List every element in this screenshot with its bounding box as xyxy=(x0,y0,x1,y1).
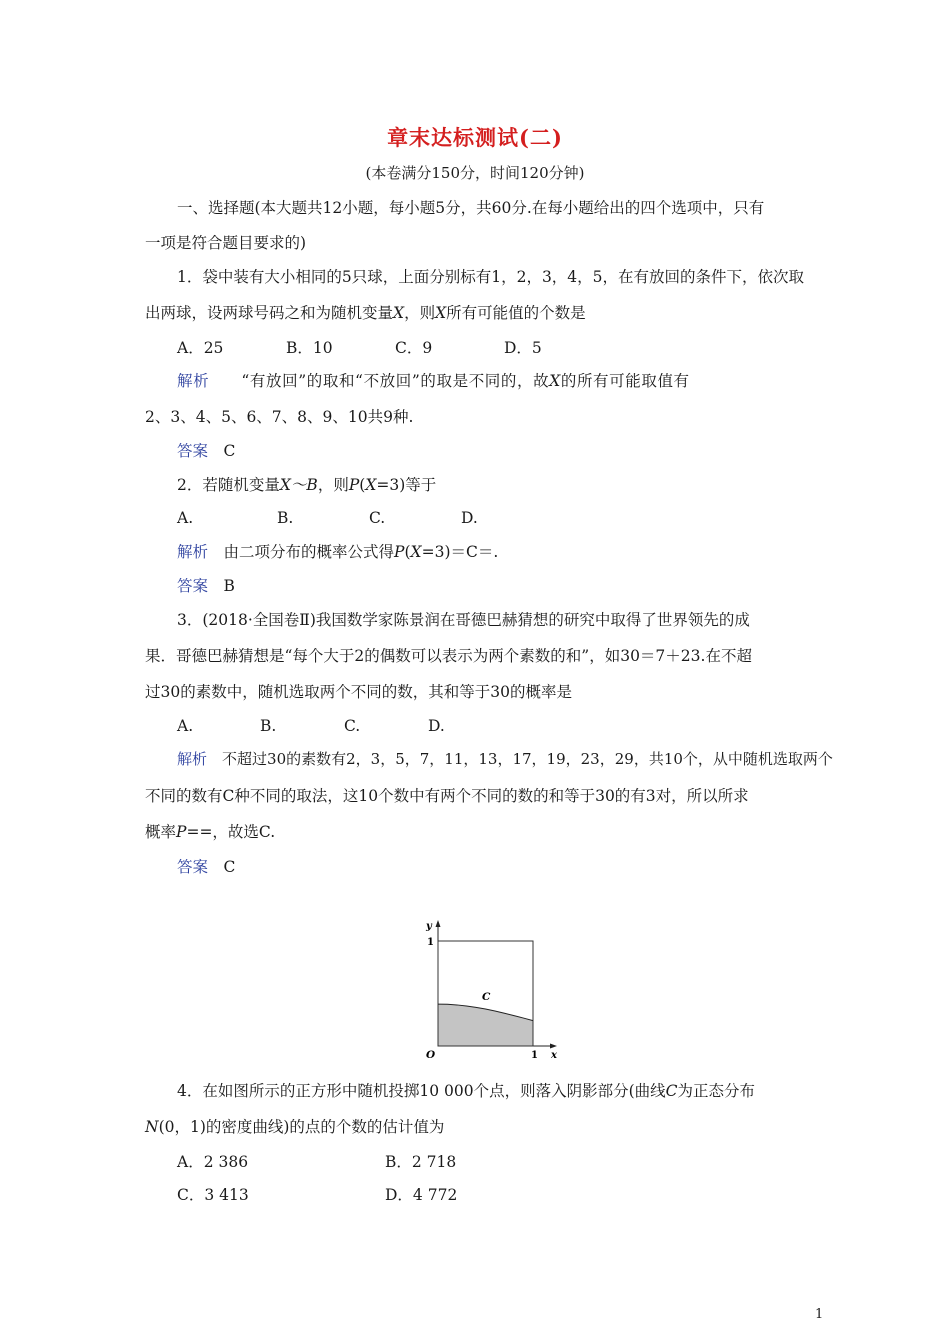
q2-answer: 答案 B xyxy=(177,577,235,595)
q1-option-a: A．25 xyxy=(177,339,224,357)
analysis-label: 解析 xyxy=(177,543,209,561)
q1-stem-line1: 1．袋中装有大小相同的5只球，上面分别标有1，2，3，4，5，在有放回的条件下，依次取 xyxy=(177,268,805,286)
q2-stem: 2．若随机变量X～B，则P(X=3)等于 xyxy=(177,476,437,494)
q3-option-a: A. xyxy=(177,717,194,735)
page-subtitle: (本卷满分150分，时间120分钟) xyxy=(365,164,585,182)
page-title: 章末达标测试(二) xyxy=(387,125,563,150)
q2-option-a: A. xyxy=(177,509,194,527)
q1-option-d: D．5 xyxy=(504,339,542,357)
q1-answer: 答案 C xyxy=(177,442,236,460)
q4-stem-line2: N(0，1)的密度曲线)的点的个数的估计值为 xyxy=(145,1118,445,1136)
q3-stem-line1: 3．(2018·全国卷Ⅱ)我国数学家陈景润在哥德巴赫猜想的研究中取得了世界领先的成 xyxy=(177,611,750,629)
curve-label: C xyxy=(482,991,491,1003)
answer-label: 答案 xyxy=(177,858,209,876)
q2-option-c: C. xyxy=(369,509,386,527)
q3-option-c: C. xyxy=(344,717,361,735)
y-axis-arrow-icon xyxy=(436,920,441,927)
section-heading-line1: 一、选择题(本大题共12小题，每小题5分，共60分.在每小题给出的四个选项中，只有 xyxy=(177,199,765,217)
q4-option-b: B．2 718 xyxy=(385,1153,457,1171)
q2-analysis: 解析 由二项分布的概率公式得P(X=3)＝C＝. xyxy=(177,543,499,561)
q4-stem-line1: 4．在如图所示的正方形中随机投掷10 000个点，则落入阴影部分(曲线C为正态分布 xyxy=(177,1082,756,1100)
q3-analysis-line2: 不同的数有C种不同的取法，这10个数中有两个不同的数的和等于30的有3对，所以所求 xyxy=(145,787,749,805)
x-tick-label: 1 xyxy=(531,1050,538,1060)
q3-analysis-line1: 解析 不超过30的素数有2，3，5，7，11，13，17，19，23，29，共10个，从中随机选取两个 xyxy=(177,750,833,768)
q3-stem-line3: 过30的素数中，随机选取两个不同的数，其和等于30的概率是 xyxy=(145,683,572,701)
analysis-label: 解析 xyxy=(177,372,210,390)
answer-label: 答案 xyxy=(177,577,209,595)
q3-option-d: D. xyxy=(428,717,445,735)
page-number: 1 xyxy=(815,1307,824,1322)
q4-option-d: D．4 772 xyxy=(385,1186,458,1204)
section-heading-line2: 一项是符合题目要求的) xyxy=(145,234,307,252)
q3-answer: 答案 C xyxy=(177,858,236,876)
origin-label: O xyxy=(426,1049,436,1060)
answer-label: 答案 xyxy=(177,442,209,460)
q1-analysis-line2: 2、3、4、5、6、7、8、9、10共9种. xyxy=(145,408,414,426)
q1-option-c: C．9 xyxy=(395,339,433,357)
x-axis-arrow-icon xyxy=(550,1044,557,1049)
q3-option-b: B. xyxy=(260,717,277,735)
shaded-region xyxy=(438,1004,533,1046)
q1-option-b: B．10 xyxy=(286,339,333,357)
q3-analysis-line3: 概率P==，故选C. xyxy=(145,823,276,841)
q1-analysis-line1: 解析 “有放回”的取和“不放回”的取是不同的，故X的所有可能取值有 xyxy=(177,372,690,390)
x-axis-label: x xyxy=(551,1050,557,1060)
q1-stem-line2: 出两球，设两球号码之和为随机变量X，则X所有可能值的个数是 xyxy=(145,304,586,322)
q2-option-d: D. xyxy=(461,509,478,527)
y-axis-label: y xyxy=(426,921,432,932)
normal-curve-figure xyxy=(418,918,568,1060)
q4-option-a: A．2 386 xyxy=(177,1153,249,1171)
q4-option-c: C．3 413 xyxy=(177,1186,249,1204)
y-tick-label: 1 xyxy=(427,937,434,948)
q2-option-b: B. xyxy=(277,509,294,527)
q3-stem-line2: 果．哥德巴赫猜想是“每个大于2的偶数可以表示为两个素数的和”，如30＝7＋23.在不超 xyxy=(145,647,752,665)
analysis-label: 解析 xyxy=(177,750,208,768)
